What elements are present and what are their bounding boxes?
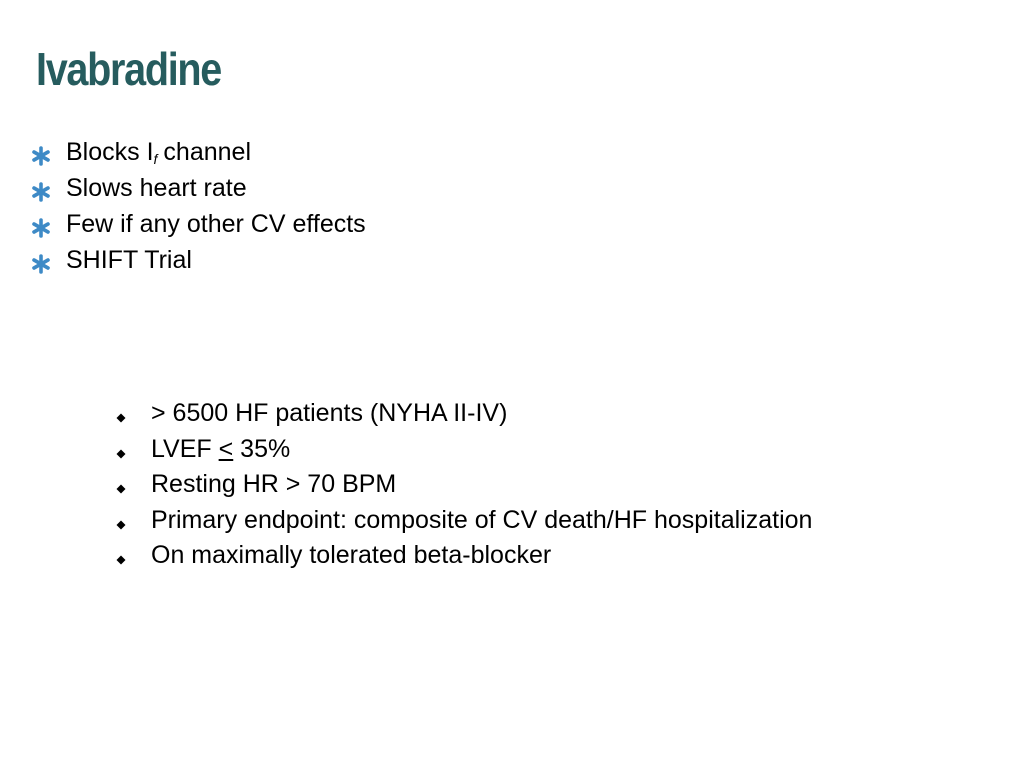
main-bullet-text-suffix: channel — [163, 138, 251, 166]
sub-bullet-beta-blocker — [114, 539, 812, 575]
diamond-icon — [116, 484, 126, 494]
less-or-equal-symbol: < — [218, 434, 234, 463]
diamond-icon — [116, 520, 126, 530]
main-bullet-text: SHIFT Trial — [66, 246, 192, 274]
sub-bullet-lvef — [114, 433, 812, 469]
sub-bullet-patients — [114, 397, 812, 433]
asterisk-icon — [30, 181, 52, 203]
main-bullet-list — [30, 136, 366, 280]
main-bullet-shift-trial — [30, 244, 366, 280]
sub-bullet-list — [114, 397, 812, 575]
main-bullet-slows-heart-rate — [30, 172, 366, 208]
asterisk-icon — [30, 217, 52, 239]
asterisk-icon — [30, 253, 52, 275]
sub-bullet-text: Resting HR > 70 BPM — [151, 470, 397, 499]
sub-bullet-primary-endpoint — [114, 504, 812, 540]
main-bullet-text: Few if any other CV effects — [66, 210, 366, 238]
diamond-icon — [116, 449, 126, 459]
sub-bullet-text-suffix: 35% — [233, 434, 291, 463]
slide-title: Ivabradine — [36, 43, 221, 95]
diamond-icon — [116, 413, 126, 423]
main-bullet-text: Blocks I — [66, 138, 154, 166]
main-bullet-few-cv-effects — [30, 208, 366, 244]
subscript-f: f — [153, 151, 158, 167]
sub-bullet-resting-hr — [114, 468, 812, 504]
main-bullet-text: Slows heart rate — [66, 174, 247, 202]
asterisk-icon — [30, 145, 52, 167]
diamond-icon — [116, 555, 126, 565]
sub-bullet-text: On maximally tolerated beta-blocker — [151, 541, 552, 570]
main-bullet-blocks-if — [30, 136, 366, 172]
sub-bullet-text: > 6500 HF patients (NYHA II-IV) — [151, 399, 508, 427]
sub-bullet-text: Primary endpoint: composite of CV death/HF hospitalization — [151, 505, 813, 534]
sub-bullet-text: LVEF — [151, 434, 219, 463]
